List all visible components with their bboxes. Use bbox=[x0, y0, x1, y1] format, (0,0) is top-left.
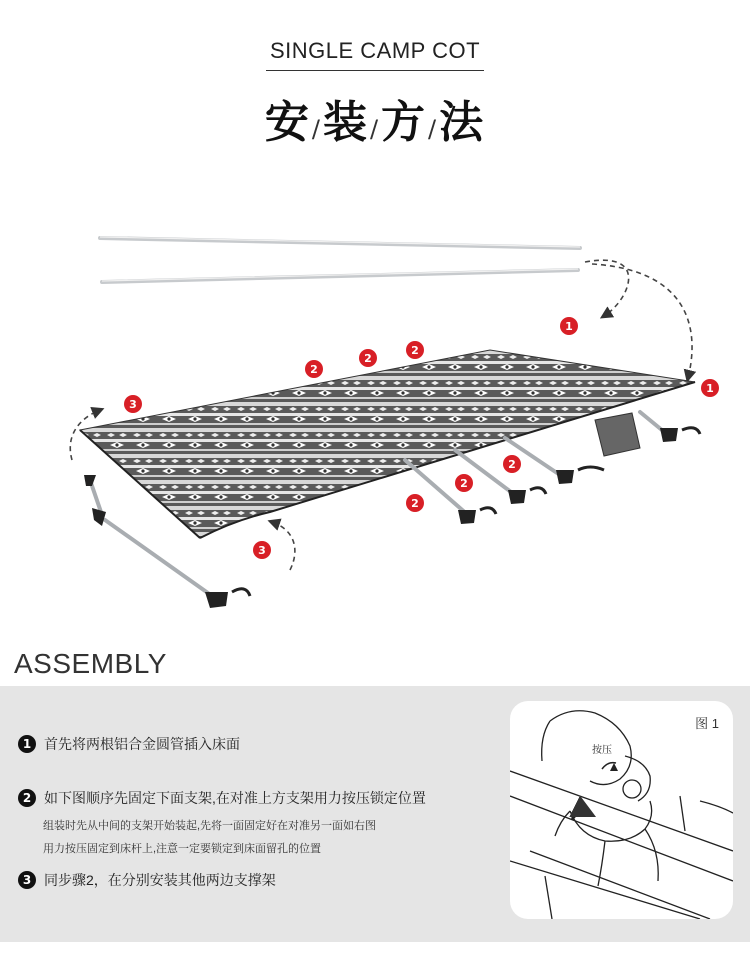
press-lock-diagram bbox=[510, 701, 733, 919]
marker-2 bbox=[503, 455, 521, 473]
marker-label: 2 bbox=[364, 352, 372, 365]
marker-label: 2 bbox=[508, 458, 516, 471]
step-2-note: 用力按压固定到床杆上,注意一定要锁定到床面留孔的位置 bbox=[43, 843, 322, 855]
marker-label: 2 bbox=[460, 477, 468, 490]
marker-2 bbox=[305, 360, 323, 378]
product-subtitle-text: SINGLE CAMP COT bbox=[266, 38, 484, 71]
marker-label: 3 bbox=[258, 544, 266, 557]
section-title: ASSEMBLY bbox=[14, 648, 167, 679]
step-number-badge: 1 bbox=[18, 735, 36, 753]
marker-label: 2 bbox=[411, 497, 419, 510]
aluminum-tubes bbox=[100, 237, 580, 282]
step-text: 如下图顺序先固定下面支架,在对准上方支架用力按压锁定位置 bbox=[44, 790, 426, 806]
step-number-badge: 3 bbox=[18, 871, 36, 889]
step-3 bbox=[18, 870, 276, 890]
step-text: 首先将两根铝合金圆管插入床面 bbox=[44, 736, 240, 752]
step-2 bbox=[18, 788, 426, 808]
marker-3 bbox=[253, 541, 271, 559]
title-char: 装 bbox=[322, 97, 369, 148]
step-number-badge: 2 bbox=[18, 789, 36, 807]
product-subtitle bbox=[0, 38, 750, 71]
marker-label: 2 bbox=[310, 363, 318, 376]
marker-label: 1 bbox=[706, 382, 714, 395]
step-2-note: 组装时先从中间的支架开始装起,先将一面固定好在对准另一面如右图 bbox=[43, 820, 377, 832]
marker-label: 2 bbox=[411, 344, 419, 357]
title-separator: / bbox=[311, 115, 322, 143]
marker-2 bbox=[406, 341, 424, 359]
marker-2 bbox=[406, 494, 424, 512]
step-text: 同步骤2，在分别安装其他两边支撑架 bbox=[44, 872, 276, 888]
title-separator: / bbox=[428, 115, 439, 143]
title-separator: / bbox=[369, 115, 381, 143]
marker-2 bbox=[455, 474, 473, 492]
marker-2 bbox=[359, 349, 377, 367]
storage-bag bbox=[595, 413, 640, 456]
title-char: 法 bbox=[439, 97, 486, 148]
step-1 bbox=[18, 734, 240, 754]
marker-label: 1 bbox=[565, 320, 573, 333]
marker-1 bbox=[701, 379, 719, 397]
figure-1-card bbox=[510, 701, 733, 919]
figure-label: 图 1 bbox=[695, 716, 719, 731]
marker-label: 3 bbox=[129, 398, 137, 411]
title-char: 方 bbox=[381, 97, 428, 148]
title-char: 安 bbox=[264, 97, 311, 148]
cot-assembly-illustration bbox=[0, 220, 750, 620]
marker-1 bbox=[560, 317, 578, 335]
press-label: 按压 bbox=[592, 745, 612, 756]
marker-3 bbox=[124, 395, 142, 413]
page-title bbox=[0, 86, 750, 150]
